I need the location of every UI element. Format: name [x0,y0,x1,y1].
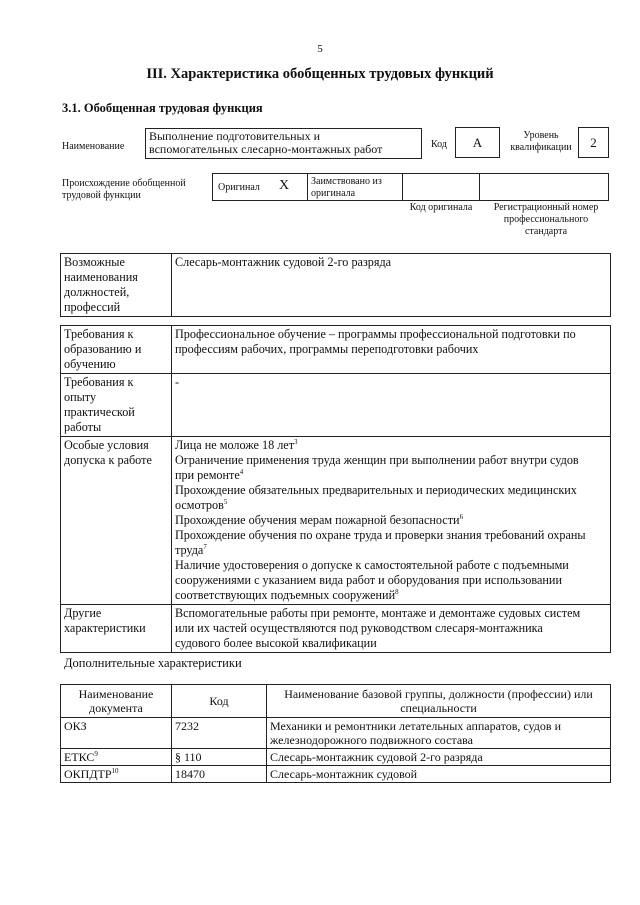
original-label: Оригинал [218,182,260,193]
positions-label-line: Возможные [64,255,125,269]
origin-label [62,178,186,202]
education-label [61,326,172,374]
function-name-line: вспомогательных слесарно-монтажных работ [149,142,383,156]
positions-label-line: должностей, [64,285,130,299]
borrowed-cell [307,173,403,201]
borrowed-label-line: оригинала [311,188,356,199]
requirements-table [60,325,611,653]
special-conditions-label [61,437,172,605]
origin-label-line: трудовой функции [62,190,141,201]
code-value: А [455,127,500,158]
positions-label-line: наименования [64,270,138,284]
special-label-line: допуска к работе [64,453,152,467]
requirements-row [61,437,611,605]
special-label-line: Особые условия [64,438,149,452]
requirements-row [61,605,611,653]
requirements-row [61,326,611,374]
page-number: 5 [317,43,323,55]
experience-label-line: Требования к [64,375,134,389]
requirements-row [61,374,611,437]
education-label-line: образованию и [64,342,142,356]
level-label-line: Уровень [523,130,559,141]
experience-label-line: практической [64,405,135,419]
function-subtitle: 3.1. Обобщенная трудовая функция [62,101,263,115]
name-cell: Слесарь-монтажник судовой 2-го разряда [267,749,611,766]
additional-title: Дополнительные характеристики [64,656,242,670]
education-value-line: Профессиональное обучение – программы профессиональной подготовки по [175,327,576,341]
special-line: соответствующих подъемных сооружений$^8$ [175,587,399,602]
positions-label [61,254,172,317]
positions-value: Слесарь-монтажник судовой 2-го разряда [172,254,611,317]
special-line: осмотров$^5$ [175,497,228,512]
name-cell: Механики и ремонтники летательных аппаратов, судов и железнодорожного подвижного состава [267,718,611,749]
table-row [61,718,611,749]
special-line: Наличие удостоверения о допуске к самостоятельной работе с подъемными [175,558,569,572]
reg-number-cell [479,173,609,201]
original-cell [212,173,308,201]
additional-header-row [61,685,611,718]
experience-label-line: опыту [64,390,97,404]
level-label [503,130,579,154]
reg-number-label-line: профессионального [503,214,589,225]
other-value-line: судового более высокой квалификации [175,636,377,650]
name-cell: Слесарь-монтажник судовой [267,766,611,783]
code-original-label: Код оригинала [409,202,473,213]
education-label-line: Требования к [64,327,134,341]
column-header-name: Наименование базовой группы, должности (профессии) или специальности [267,685,611,718]
code-cell: 7232 [172,718,267,749]
special-line: при ремонте$^4$ [175,467,244,482]
positions-table [60,253,611,317]
name-label: Наименование [62,141,125,152]
other-label [61,605,172,653]
reg-number-label-line: Регистрационный номер [493,202,599,213]
special-line: сооружениями с указанием вида работ и оборудования при использовании [175,573,562,587]
doc-cell: ОКЗ [61,718,172,749]
additional-table [60,684,611,783]
code-cell: 18470 [172,766,267,783]
special-line: Прохождение обучения по охране труда и проверки знания требований охраны [175,528,586,542]
code-label: Код [431,139,447,150]
other-value-line: или их частей осуществляются под руководством слесаря-монтажника [175,621,543,635]
code-original-cell [402,173,480,201]
level-value: 2 [578,127,609,158]
column-header-document: Наименование документа [61,685,172,718]
column-header-code: Код [172,685,267,718]
doc-cell: ЕТКС$^9$ [61,749,172,766]
section-title: III. Характеристика обобщенных трудовых функций [146,66,494,82]
special-line: Прохождение обучения мерам пожарной безопасности$^6$ [175,512,464,527]
other-value-line: Вспомогательные работы при ремонте, монтаже и демонтаже судовых систем [175,606,581,620]
positions-label-line: профессий [64,300,121,314]
special-line: Прохождение обязательных предварительных и периодических медицинских [175,483,577,497]
other-value [172,605,611,653]
borrowed-label-line: Заимствовано из [311,176,382,187]
education-value [172,326,611,374]
other-label-line: Другие [64,606,102,620]
function-name-line: Выполнение подготовительных и [149,129,320,143]
origin-label-line: Происхождение обобщенной [62,178,186,189]
education-value-line: профессиям рабочих, программы переподготовки рабочих [175,342,479,356]
experience-value: - [172,374,611,437]
borrowed-label [311,176,382,200]
doc-cell: ОКПДТР$^{10}$ [61,766,172,783]
table-row [61,749,611,766]
special-conditions-value [172,437,611,605]
experience-label [61,374,172,437]
positions-row [61,254,611,317]
education-label-line: обучению [64,357,116,371]
special-line: труда$^7$ [175,542,207,557]
reg-number-label [481,202,611,238]
experience-label-line: работы [64,420,102,434]
reg-number-label-line: стандарта [524,226,568,237]
special-line: Ограничение применения труда женщин при выполнении работ внутри судов [175,453,579,467]
special-line: Лица не моложе 18 лет$^3$ [175,437,298,452]
level-label-line: квалификации [510,142,572,153]
code-cell: § 110 [172,749,267,766]
original-mark: X [279,178,290,193]
function-name-box [145,128,422,159]
other-label-line: характеристики [64,621,146,635]
table-row [61,766,611,783]
